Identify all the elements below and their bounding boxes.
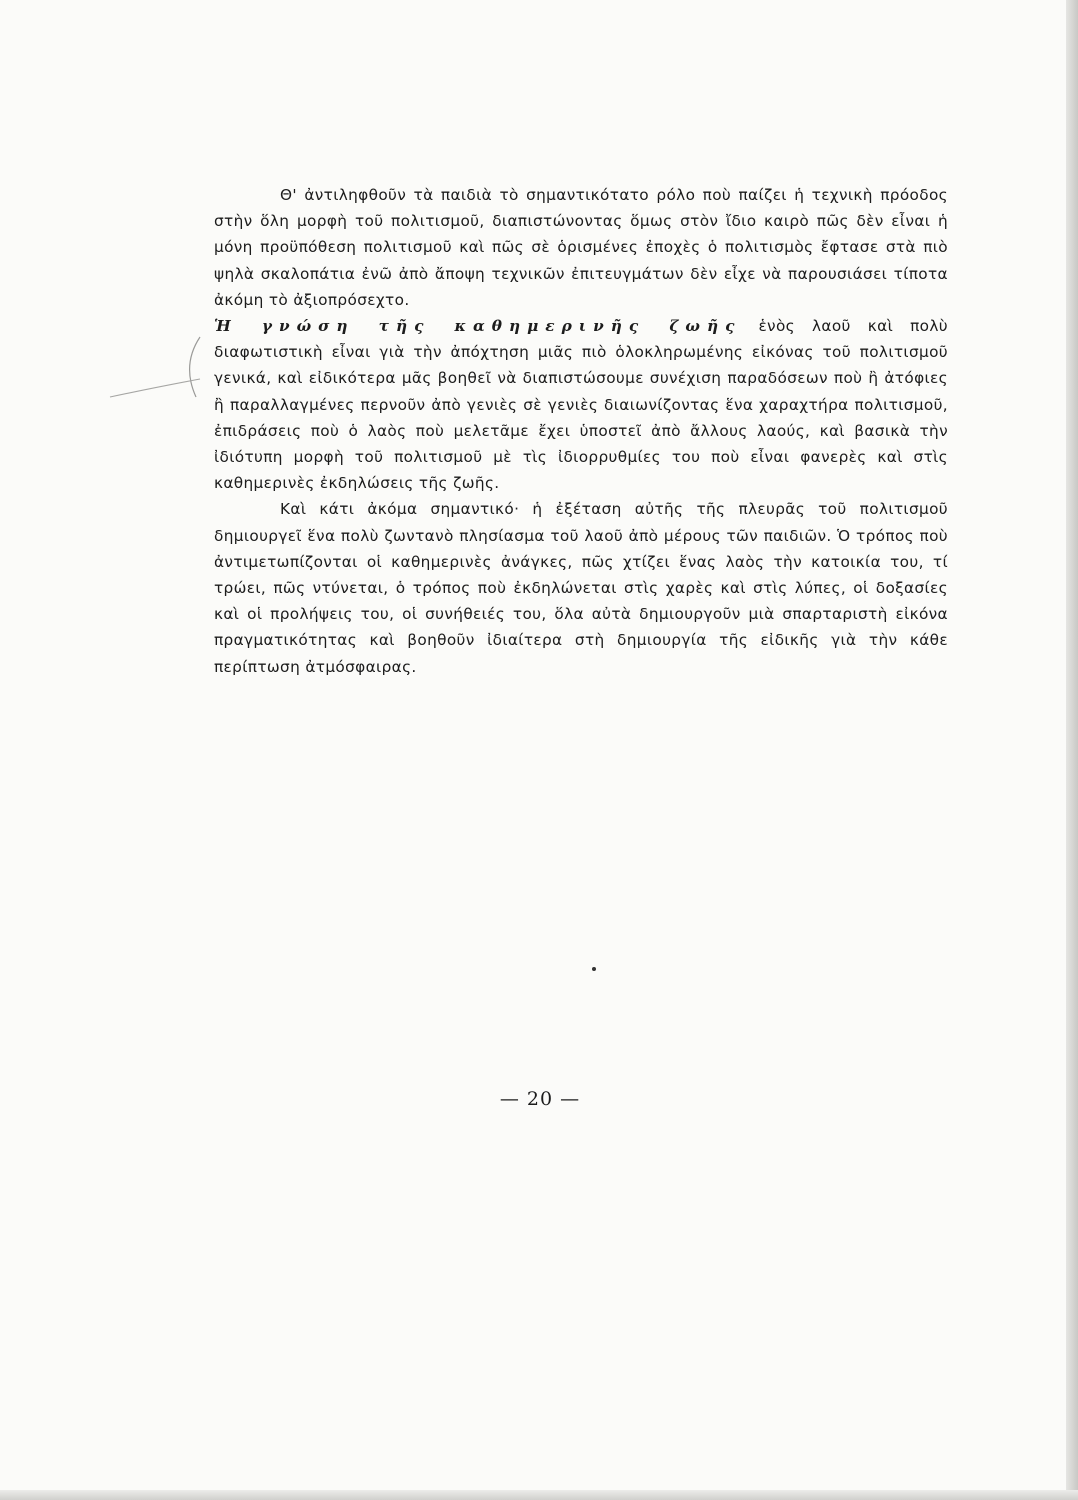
paragraph-2: Ἡ γνώση τῆς καθημερινῆς ζωῆς ἑνὸς λαοῦ καὶ πολὺ διαφωτιστικὴ εἶναι γιὰ τὴν ἀπόχτηση μιᾶς πιὸ ὁλοκληρωμένης εἰκόνας τοῦ πολιτισμοῦ γενικά, καὶ εἰδικότερα μᾶς βοηθεῖ νὰ διαπιστώσουμε συνέχιση παραδόσεων ποὺ ἢ ἀτόφιες ἢ παραλλαγμένες περνοῦν ἀπὸ γενιὲς σὲ γενιὲς διαιωνίζοντας ἕνα χαραχτήρα πολιτισμοῦ, ἐπιδράσεις ποὺ ὁ λαὸς ποὺ μελετᾶμε ἔχει ὑποστεῖ ἀπὸ ἄλλους λαούς, καὶ βασικὰ τὴν ἰδιότυπη μορφὴ τοῦ πολιτισμοῦ μὲ τὶς ἰδιορρυθμίες του ποὺ εἶναι φανερὲς καὶ στὶς καθημερινὲς ἐκδηλώσεις τῆς ζωῆς. bbox=[214, 317, 948, 493]
paragraph-2-emphasis: Ἡ γνώση τῆς καθημερινῆς ζωῆς bbox=[214, 317, 742, 336]
stray-dot bbox=[592, 967, 596, 971]
page-number: — 20 — bbox=[499, 1088, 581, 1110]
body-text bbox=[214, 182, 948, 680]
paragraph-3: Καὶ κάτι ἀκόμα σημαντικό· ἡ ἐξέταση αὐτῆς τῆς πλευρᾶς τοῦ πολιτισμοῦ δημιουργεῖ ἕνα πολὺ ζωντανὸ πλησίασμα τοῦ λαοῦ ἀπὸ μέρους τῶν παιδιῶν. Ὁ τρόπος ποὺ ἀντιμετωπίζονται οἱ καθημερινὲς ἀνάγκες, πῶς χτίζει ἕνας λαὸς τὴν κατοικία του, τί τρώει, πῶς ντύνεται, ὁ τρόπος ποὺ ἐκδηλώνεται στὶς χαρὲς καὶ στὶς λύπες, οἱ δοξασίες καὶ οἱ προλήψεις του, οἱ συνήθειές του, ὅλα αὐτὰ δημιουργοῦν μιὰ σπαρταριστὴ εἰκόνα πραγματικότητας καὶ βοηθοῦν ἰδιαίτερα στὴ δημιουργία τῆς εἰδικῆς γιὰ τὴν κάθε περίπτωση ἀτμόσφαιρας. bbox=[214, 500, 948, 676]
paragraph-1: Θ' ἀντιληφθοῦν τὰ παιδιὰ τὸ σημαντικότατο ρόλο ποὺ παίζει ἡ τεχνικὴ πρόοδος στὴν ὅλη μορφὴ τοῦ πολιτισμοῦ, διαπιστώνοντας ὅμως στὸν ἴδιο καιρὸ πῶς δὲν εἶναι ἡ μόνη προϋπόθεση πολιτισμοῦ καὶ πῶς σὲ ὁρισμένες ἐποχὲς ὁ πολιτισμὸς ἔφτασε στὰ πιὸ ψηλὰ σκαλοπάτια ἐνῶ ἀπὸ ἄποψη τεχνικῶν ἐπιτευγμάτων δὲν εἶχε νὰ παρουσιάσει τίποτα ἀκόμη τὸ ἀξιοπρόσεχτο. bbox=[214, 186, 948, 309]
page-edge-shadow-right bbox=[1066, 0, 1078, 1500]
margin-pencil-mark bbox=[108, 335, 208, 425]
page-edge-shadow-bottom bbox=[0, 1490, 1078, 1500]
